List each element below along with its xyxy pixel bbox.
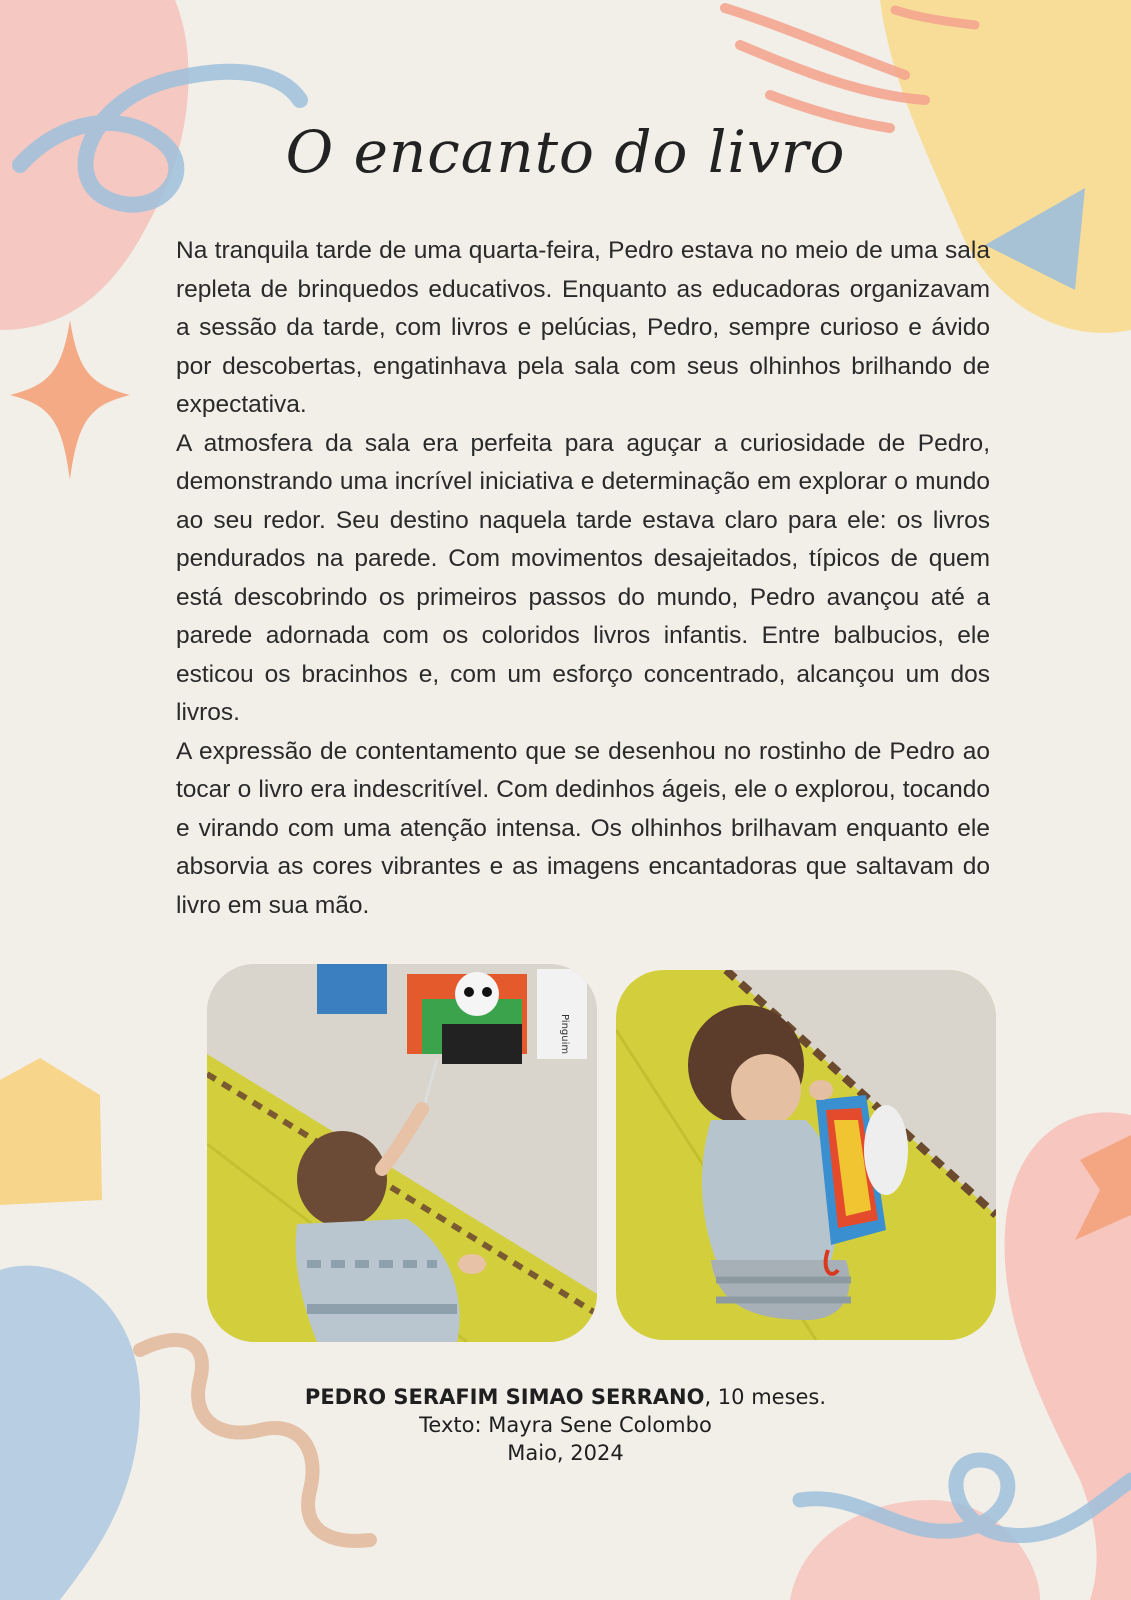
credits-line-1: PEDRO SERAFIM SIMAO SERRANO, 10 meses.	[304, 1385, 827, 1409]
text-author: Texto: Mayra Sene Colombo	[419, 1413, 712, 1437]
photo-book-label: Pinguim	[559, 1014, 570, 1055]
child-name: PEDRO SERAFIM SIMAO SERRANO	[304, 1385, 705, 1409]
story-paragraph-3: A expressão de contentamento que se desenhou no rostinho de Pedro ao tocar o livro era indescritível. Com dedinhos ágeis, ele o explorou, tocando e virando com uma atenção intensa. Os olhinhos brilhavam enquanto ele absorvia as cores vibrantes e as imagens encantadoras que saltavam do livro em sua mão.	[176, 737, 990, 919]
pink-stroke-1	[725, 8, 905, 75]
child-age: 10 meses.	[711, 1385, 827, 1409]
photo-baby-reaching	[207, 964, 597, 1342]
story-paragraph-1: Na tranquila tarde de uma quarta-feira, Pedro estava no meio de uma sala repleta de brinquedos educativos. Enquanto as educadoras organizavam a sessão da tarde, com livros e pelúcias, Pedro, sempre curioso e ávido por descobertas, engatinhava pela sala com seus olhinhos brilhando de expectativa.	[176, 237, 990, 418]
story-paragraph-2: A atmosfera da sala era perfeita para aguçar a curiosidade de Pedro, demonstrando uma incrível iniciativa e determinação em explorar o mundo ao seu redor. Seu destino naquela tarde estava claro para ele: os livros pendurados na parede. Com movimentos desajeitados, típicos de quem está descobrindo os primeiros passos do mundo, Pedro avançou até a parede adornada com os coloridos livros infantis. Entre balbucios, ele esticou os bracinhos e, com um esforço concentrado, alcançou um dos livros.	[176, 429, 990, 726]
credits	[0, 1383, 1131, 1467]
orange-star-left	[10, 320, 130, 480]
publication-date: Maio, 2024	[507, 1441, 624, 1465]
photo-baby-with-book	[616, 970, 996, 1340]
yellow-house-left	[0, 1058, 102, 1205]
page-title: O encanto do livro	[285, 118, 846, 186]
story-text	[176, 232, 990, 925]
